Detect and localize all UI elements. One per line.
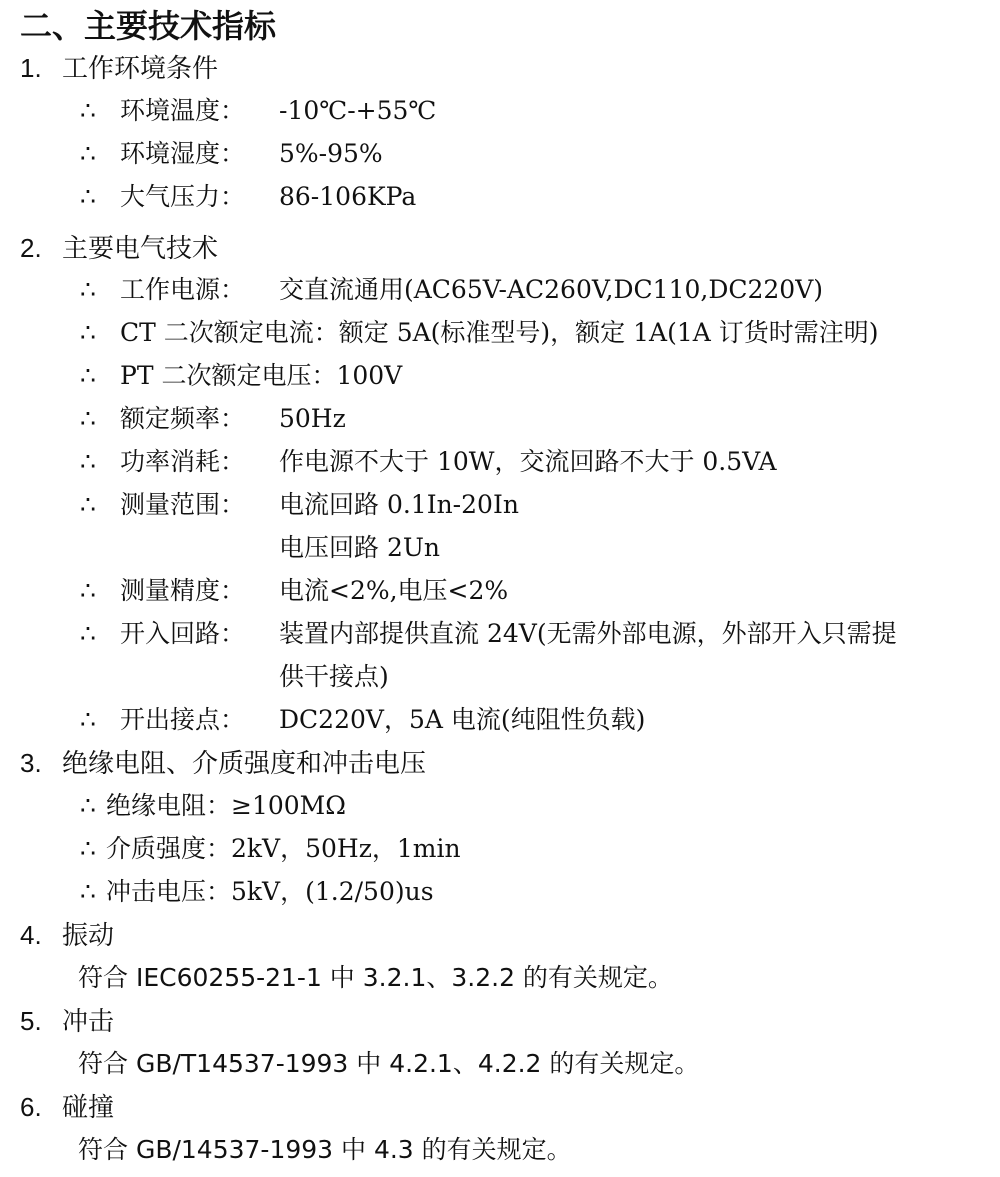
item-label: 额定频率： — [120, 404, 246, 433]
section-3-heading — [20, 743, 426, 783]
section-number: 1. — [20, 53, 42, 83]
section-title: 振动 — [62, 921, 115, 951]
list-item — [80, 91, 245, 131]
item-value: 装置内部提供直流 24V(无需外部电源，外部开入只需提 — [279, 619, 897, 648]
therefore-bullet-icon: ∴ — [80, 404, 96, 433]
section-4-text: 符合 IEC60255-21-1 中 3.2.1、3.2.2 的有关规定。 — [78, 963, 673, 992]
section-title: 冲击 — [62, 1007, 115, 1037]
therefore-bullet-icon: ∴ — [80, 318, 96, 347]
section-2-heading — [20, 228, 218, 268]
item-label: 开入回路： — [120, 619, 246, 648]
therefore-bullet-icon: ∴ — [80, 182, 96, 211]
item-value: 5%-95% — [279, 139, 383, 168]
item-text: CT 二次额定电流：额定 5A(标准型号)，额定 1A(1A 订货时需注明) — [120, 318, 879, 347]
item-text: 介质强度：2kV，50Hz，1min — [106, 834, 461, 863]
list-item — [80, 399, 245, 439]
section-1-heading — [20, 48, 218, 88]
section-number: 6. — [20, 1092, 42, 1122]
item-value: DC220V，5A 电流(纯阻性负载) — [279, 705, 646, 734]
item-label: 开出接点： — [120, 705, 246, 734]
therefore-bullet-icon: ∴ — [80, 877, 96, 906]
section-6-heading — [20, 1087, 114, 1127]
list-item — [80, 614, 245, 654]
list-item — [80, 485, 245, 525]
list-item — [80, 313, 879, 353]
item-text: 冲击电压：5kV，(1.2/50)us — [106, 877, 434, 906]
therefore-bullet-icon: ∴ — [80, 447, 96, 476]
section-5-text: 符合 GB/T14537-1993 中 4.2.1、4.2.2 的有关规定。 — [78, 1049, 700, 1078]
item-value-continued: 供干接点) — [279, 662, 389, 691]
item-label: 测量精度： — [120, 576, 246, 605]
page-title: 二、主要技术指标 — [20, 7, 277, 45]
therefore-bullet-icon: ∴ — [80, 139, 96, 168]
section-6-text: 符合 GB/14537-1993 中 4.3 的有关规定。 — [78, 1135, 572, 1164]
section-4-heading — [20, 915, 114, 955]
item-text: 绝缘电阻：≥100MΩ — [106, 791, 346, 820]
list-item — [80, 356, 402, 396]
item-text: PT 二次额定电压：100V — [120, 361, 403, 390]
item-value: 作电源不大于 10W，交流回路不大于 0.5VA — [279, 447, 777, 476]
list-item — [80, 700, 245, 740]
item-value: 电流<2%,电压<2% — [279, 576, 509, 605]
section-title: 碰撞 — [62, 1093, 115, 1123]
section-5-heading — [20, 1001, 114, 1041]
list-item — [80, 786, 346, 826]
list-item — [80, 270, 245, 310]
list-item — [80, 134, 245, 174]
therefore-bullet-icon: ∴ — [80, 96, 96, 125]
list-item — [80, 872, 434, 912]
section-title: 工作环境条件 — [62, 54, 219, 84]
item-value: 50Hz — [279, 404, 346, 433]
section-number: 5. — [20, 1006, 42, 1036]
therefore-bullet-icon: ∴ — [80, 619, 96, 648]
section-title: 主要电气技术 — [62, 234, 219, 264]
item-label: 功率消耗： — [120, 447, 246, 476]
item-label: 环境湿度： — [120, 139, 246, 168]
therefore-bullet-icon: ∴ — [80, 275, 96, 304]
item-value: 电流回路 0.1In-20In — [279, 490, 519, 519]
therefore-bullet-icon: ∴ — [80, 705, 96, 734]
item-value: 交直流通用(AC65V-AC260V,DC110,DC220V) — [279, 275, 824, 304]
item-value: -10℃-+55℃ — [279, 96, 437, 125]
list-item — [80, 177, 245, 217]
section-number: 3. — [20, 748, 42, 778]
section-title: 绝缘电阻、介质强度和冲击电压 — [62, 749, 427, 779]
therefore-bullet-icon: ∴ — [80, 576, 96, 605]
therefore-bullet-icon: ∴ — [80, 791, 96, 820]
list-item — [80, 442, 245, 482]
section-number: 4. — [20, 920, 42, 950]
therefore-bullet-icon: ∴ — [80, 490, 96, 519]
item-label: 环境温度： — [120, 96, 246, 125]
item-label: 工作电源： — [120, 275, 246, 304]
list-item — [80, 829, 461, 869]
item-label: 测量范围： — [120, 490, 246, 519]
item-value: 86-106KPa — [279, 182, 417, 211]
therefore-bullet-icon: ∴ — [80, 834, 96, 863]
item-label: 大气压力： — [120, 182, 246, 211]
list-item — [80, 571, 245, 611]
item-value-continued: 电压回路 2Un — [279, 533, 441, 562]
section-number: 2. — [20, 233, 42, 263]
therefore-bullet-icon: ∴ — [80, 361, 96, 390]
